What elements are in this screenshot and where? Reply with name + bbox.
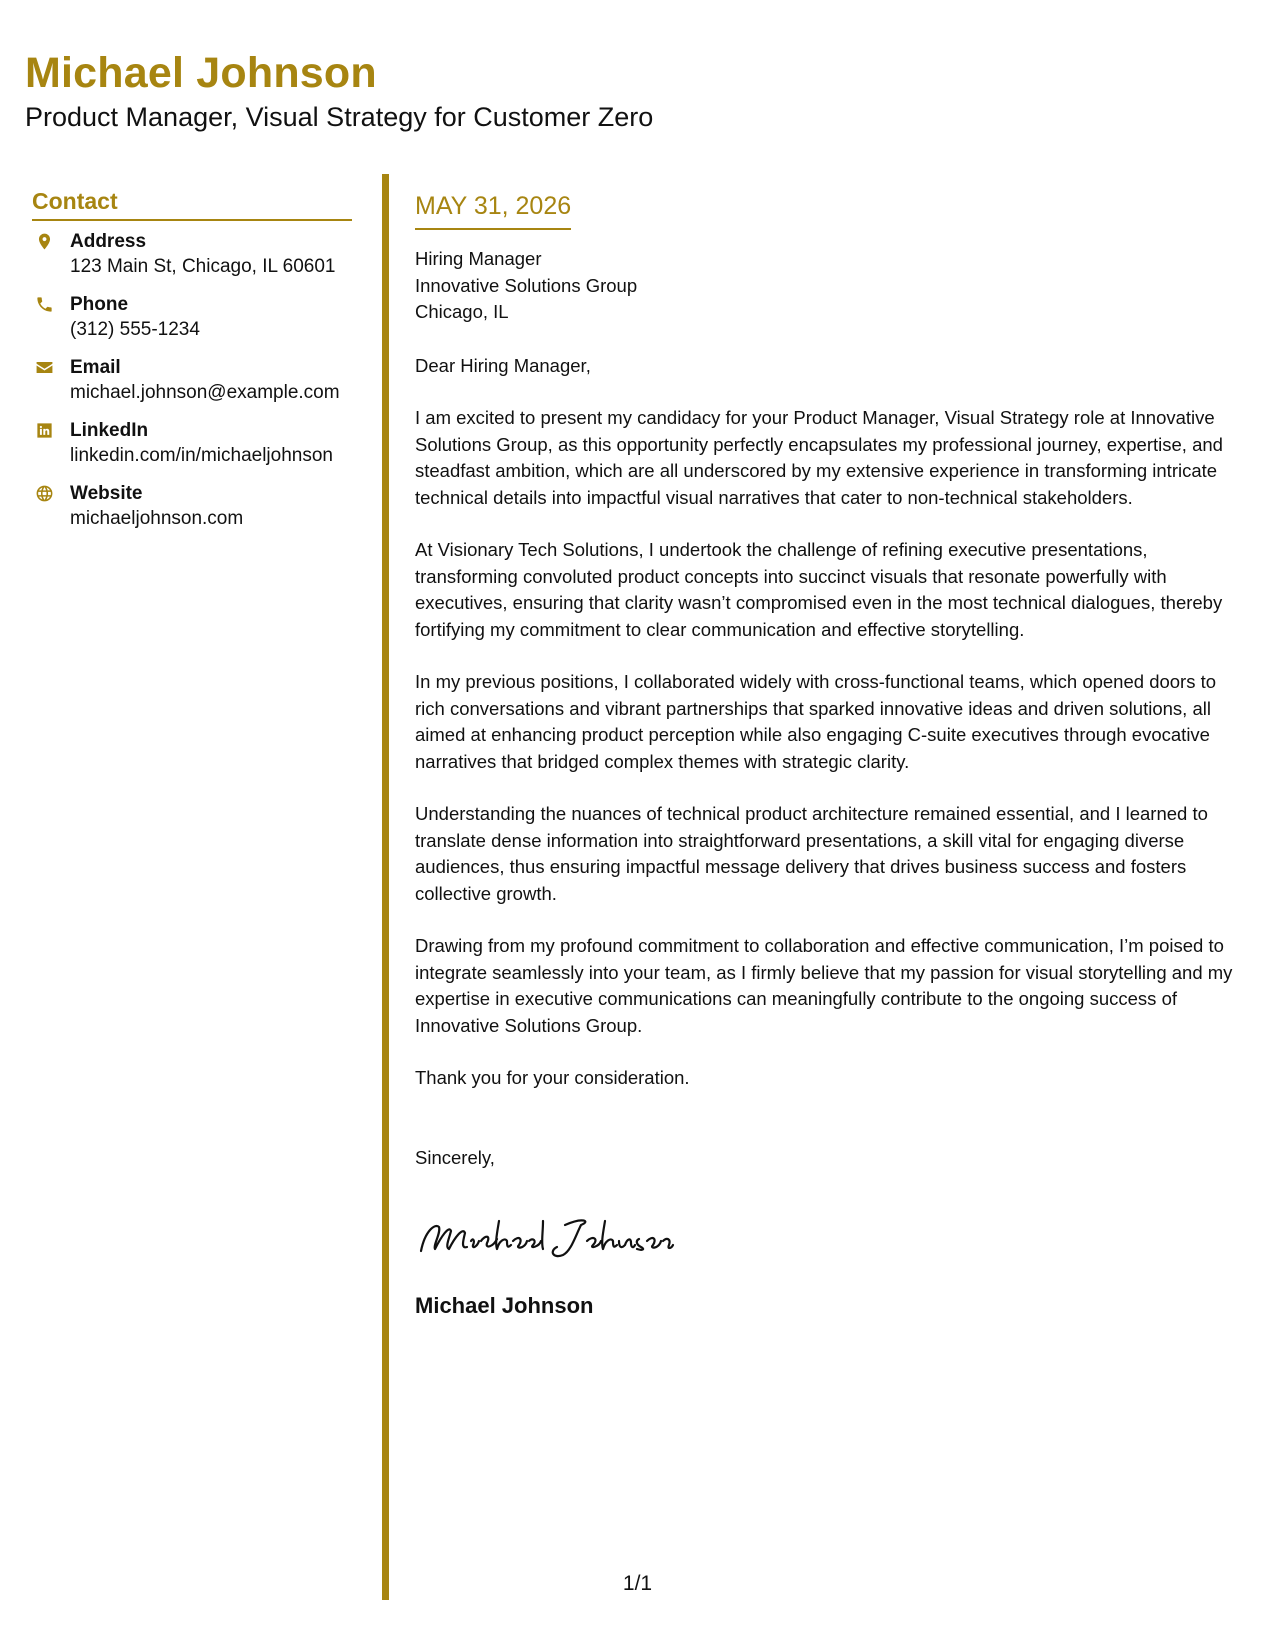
contact-item-address (32, 229, 352, 279)
contact-sidebar (32, 186, 352, 544)
recipient-line: Innovative Solutions Group (415, 274, 638, 296)
handwritten-signature (415, 1211, 1245, 1267)
contact-heading: Contact (32, 186, 352, 221)
vertical-divider (382, 174, 389, 1600)
contact-item-website (32, 481, 352, 531)
closing: Sincerely, (415, 1146, 495, 1168)
linkedin-value[interactable]: linkedin.com/in/michaeljohnson (70, 445, 333, 466)
map-pin-icon (32, 229, 70, 253)
phone-icon (32, 292, 70, 316)
contact-label: LinkedIn (70, 420, 149, 441)
letter-date: MAY 31, 2026 (415, 190, 571, 230)
job-title: Product Manager, Visual Strategy for Customer Zero (25, 102, 654, 132)
body-paragraph: At Visionary Tech Solutions, I undertook the challenge of refining executive presentations, transforming convoluted product concepts into succinct visuals that resonate powerfully with executives, ensuring that clarity wasn’t compromised even in the most technical dialogues, thereby fortifying my commitment to clear communication and effective storytelling. (415, 539, 1223, 640)
page-number: 1/1 (622, 1572, 653, 1595)
globe-icon (32, 481, 70, 505)
linkedin-icon (32, 418, 70, 442)
salutation: Dear Hiring Manager, (415, 354, 591, 376)
body-paragraph: I am excited to present my candidacy for your Product Manager, Visual Strategy role at Innovative Solutions Group, as this opportunity perfectly encapsulates my professional journey, expertise, and steadfast ambition, which are all underscored by my extensive experience in transforming intricate technical details into impactful visual narratives that cater to non-technical stakeholders. (415, 407, 1223, 508)
contact-list (32, 229, 352, 531)
address-value: 123 Main St, Chicago, IL 60601 (70, 256, 336, 277)
applicant-name: Michael Johnson (25, 49, 377, 97)
thanks-line: Thank you for your consideration. (415, 1067, 690, 1088)
recipient-block (415, 246, 1245, 326)
contact-item-phone (32, 292, 352, 342)
website-value[interactable]: michaeljohnson.com (70, 508, 244, 529)
envelope-icon (32, 355, 70, 379)
contact-label: Website (70, 483, 143, 504)
recipient-line: Chicago, IL (415, 301, 509, 322)
contact-label: Address (70, 231, 147, 252)
contact-item-email (32, 355, 352, 405)
contact-label: Email (70, 357, 121, 378)
body-paragraph: In my previous positions, I collaborated widely with cross-functional teams, which opened doors to rich conversations and vibrant partnerships that sparked innovative ideas and driven solutions, all aimed at enhancing product perception while also engaging C-suite executives through evocative narratives that bridged complex themes with strategic clarity. (415, 671, 1217, 772)
contact-item-linkedin (32, 418, 352, 468)
letter-body (415, 190, 1245, 1320)
phone-value[interactable]: (312) 555-1234 (70, 319, 200, 340)
letter-header (25, 46, 653, 134)
recipient-line: Hiring Manager (415, 248, 542, 269)
body-paragraph: Understanding the nuances of technical product architecture remained essential, and I learned to translate dense information into straightforward presentations, a skill vital for engaging diverse audiences, thus ensuring impactful message delivery that drives business success and fosters collective growth. (415, 803, 1208, 904)
body-paragraph: Drawing from my profound commitment to collaboration and effective communication, I’m poised to integrate seamlessly into your team, as I firmly believe that my passion for visual storytelling and my expertise in executive communications can meaningfully contribute to the ongoing success of Innovative Solutions Group. (415, 935, 1233, 1036)
contact-label: Phone (70, 294, 129, 315)
signer-name: Michael Johnson (415, 1293, 594, 1318)
email-value[interactable]: michael.johnson@example.com (70, 382, 340, 403)
